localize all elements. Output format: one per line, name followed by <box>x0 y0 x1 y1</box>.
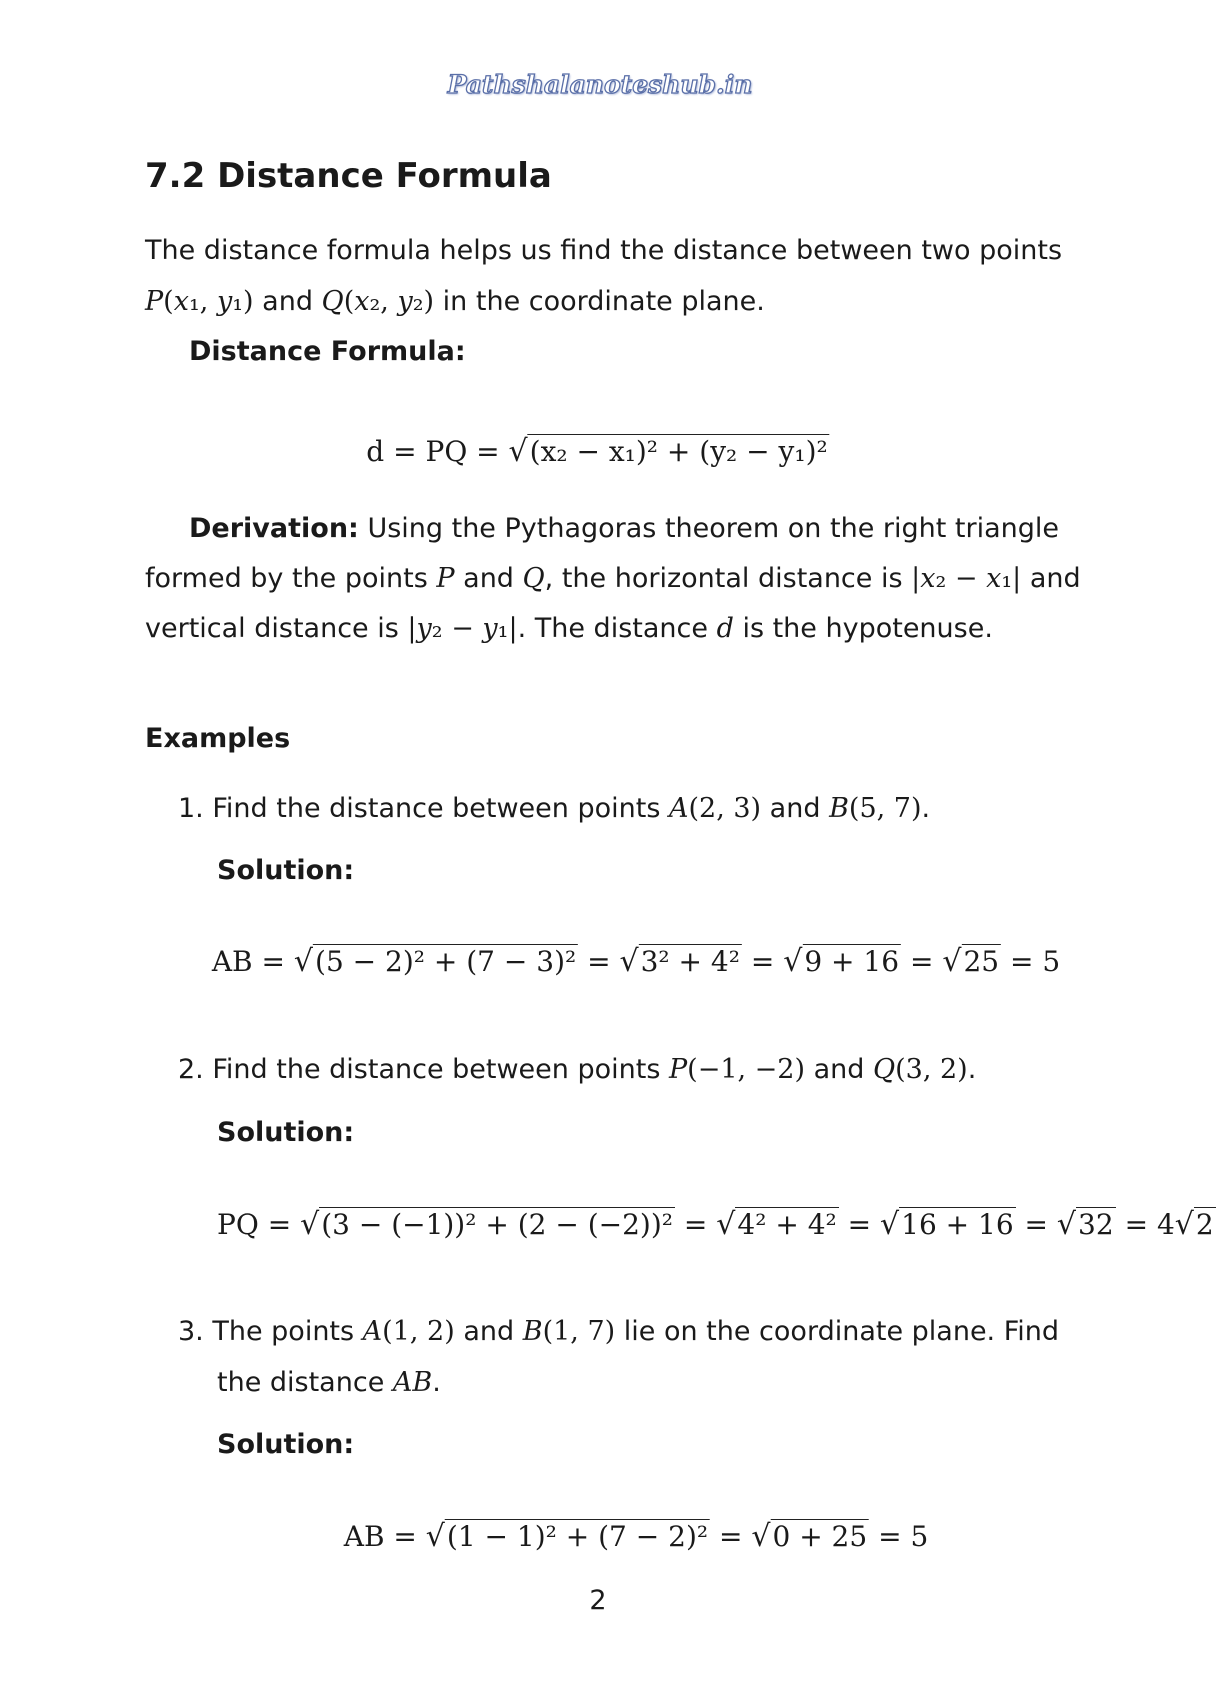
watermark: Pathshalanoteshub.in <box>447 70 753 99</box>
math: |x₂ − x₁| <box>911 563 1022 594</box>
math: |y₂ − y₁| <box>407 613 518 644</box>
radical-sign-icon: √ <box>880 1207 900 1242</box>
math-text: = <box>578 945 620 978</box>
text: , the horizontal distance is <box>544 563 912 594</box>
intro-line-2 <box>145 285 765 319</box>
math-text: = 4 <box>1115 1208 1175 1241</box>
math: AB <box>392 1367 433 1398</box>
solution-label: Solution: <box>217 1429 355 1460</box>
square-root <box>751 1515 869 1559</box>
math: A(1, 2) <box>362 1316 455 1347</box>
text: and <box>761 793 830 824</box>
radicand: (3 − (−1))² + (2 − (−2))² <box>321 1208 673 1241</box>
text: and <box>253 286 322 317</box>
square-root <box>783 940 901 984</box>
radicand: 32 <box>1078 1208 1114 1241</box>
text: formed by the points <box>145 563 437 594</box>
radical-sign-icon: √ <box>942 944 962 979</box>
text: in the coordinate plane. <box>434 286 765 317</box>
radical-sign-icon: √ <box>1174 1207 1194 1242</box>
example-3-question-line-1 <box>178 1315 1059 1349</box>
section-title: 7.2 Distance Formula <box>145 156 552 196</box>
radical-sign-icon: √ <box>508 434 528 469</box>
point-p: P(x₁, y₁) <box>145 286 254 317</box>
text: The points <box>212 1316 363 1347</box>
math: d <box>716 613 734 644</box>
derivation-line-3 <box>145 612 993 646</box>
text: and <box>454 1316 523 1347</box>
square-root <box>619 940 741 984</box>
math-text: = 5 <box>869 1520 929 1553</box>
example-3-equation <box>344 1515 929 1559</box>
list-number: 2. <box>178 1054 204 1085</box>
radicand: 3² + 4² <box>640 945 740 978</box>
math: A(2, 3) <box>669 793 762 824</box>
text: . The distance <box>517 613 717 644</box>
square-root <box>942 940 1001 984</box>
point-q: Q(x₂, y₂) <box>321 286 435 317</box>
derivation-line-1 <box>189 512 1059 546</box>
example-1-question <box>178 792 930 826</box>
math: Q <box>522 563 545 594</box>
math-text: d = PQ = <box>366 435 509 468</box>
derivation-label: Derivation: <box>189 513 359 544</box>
square-root <box>1175 1203 1216 1247</box>
formula-label: Distance Formula: <box>189 336 466 367</box>
square-root <box>509 430 830 474</box>
example-2-equation <box>217 1203 1216 1247</box>
distance-formula <box>366 430 829 474</box>
list-number: 3. <box>178 1316 204 1347</box>
radical-sign-icon: √ <box>751 1519 771 1554</box>
radicand: 16 + 16 <box>901 1208 1014 1241</box>
text: Find the distance between points <box>212 793 669 824</box>
math: P(−1, −2) <box>669 1054 806 1085</box>
math-text: = <box>710 1520 752 1553</box>
radicand: 0 + 25 <box>772 1520 868 1553</box>
text: and <box>454 563 523 594</box>
radicand: (1 − 1)² + (7 − 2)² <box>446 1520 709 1553</box>
radical-sign-icon: √ <box>1056 1207 1077 1242</box>
math-text: = <box>901 945 943 978</box>
square-root <box>426 1515 710 1559</box>
radicand: 25 <box>963 945 1000 978</box>
text: and <box>1021 563 1081 594</box>
math: B(1, 7) <box>522 1316 616 1347</box>
text: . <box>432 1367 441 1398</box>
text: vertical distance is <box>145 613 408 644</box>
radicand: (5 − 2)² + (7 − 3)² <box>315 945 577 978</box>
text: and <box>805 1054 873 1085</box>
intro-line-1: The distance formula helps us find the distance between two points <box>145 235 1063 266</box>
math: P <box>436 563 455 594</box>
math-text: PQ = <box>217 1208 301 1241</box>
square-root <box>1057 1203 1116 1247</box>
radical-sign-icon: √ <box>783 944 803 979</box>
square-root <box>300 1203 675 1247</box>
math-text: = <box>838 1208 880 1241</box>
math-text: AB = <box>211 945 294 978</box>
examples-heading: Examples <box>145 723 291 754</box>
math-text: = 5 <box>1001 945 1061 978</box>
text: lie on the coordinate plane. Find <box>615 1316 1060 1347</box>
text: is the hypotenuse. <box>733 613 993 644</box>
math-text: = <box>741 945 784 978</box>
solution-label: Solution: <box>217 1117 355 1148</box>
example-3-question-line-2 <box>217 1366 441 1400</box>
math-text: AB = <box>343 1520 426 1553</box>
text: Using the Pythagoras theorem on the right triangle <box>358 513 1060 544</box>
math: Q(3, 2) <box>872 1054 968 1085</box>
math: B(5, 7) <box>829 793 922 824</box>
math-text: = <box>675 1208 717 1241</box>
list-number: 1. <box>178 793 204 824</box>
solution-label: Solution: <box>217 855 355 886</box>
radical-sign-icon: √ <box>716 1207 736 1242</box>
square-root <box>716 1203 838 1247</box>
square-root <box>880 1203 1016 1247</box>
radicand: 9 + 16 <box>804 945 900 978</box>
page-number: 2 <box>589 1585 607 1616</box>
text: . <box>967 1054 977 1085</box>
radicand: 4² + 4² <box>737 1208 837 1241</box>
text: the distance <box>217 1367 393 1398</box>
radical-sign-icon: √ <box>619 944 639 979</box>
radicand: 2 <box>1195 1208 1214 1241</box>
math-text: = <box>1015 1208 1057 1241</box>
example-2-question <box>178 1053 976 1087</box>
text: . <box>921 793 931 824</box>
derivation-line-2 <box>145 562 1081 596</box>
radical-sign-icon: √ <box>293 944 314 979</box>
example-1-equation <box>212 940 1060 984</box>
text: Find the distance between points <box>212 1054 669 1085</box>
square-root <box>294 940 578 984</box>
radical-sign-icon: √ <box>300 1207 320 1242</box>
radicand: (x₂ − x₁)² + (y₂ − y₁)² <box>529 435 828 468</box>
radical-sign-icon: √ <box>425 1519 445 1554</box>
